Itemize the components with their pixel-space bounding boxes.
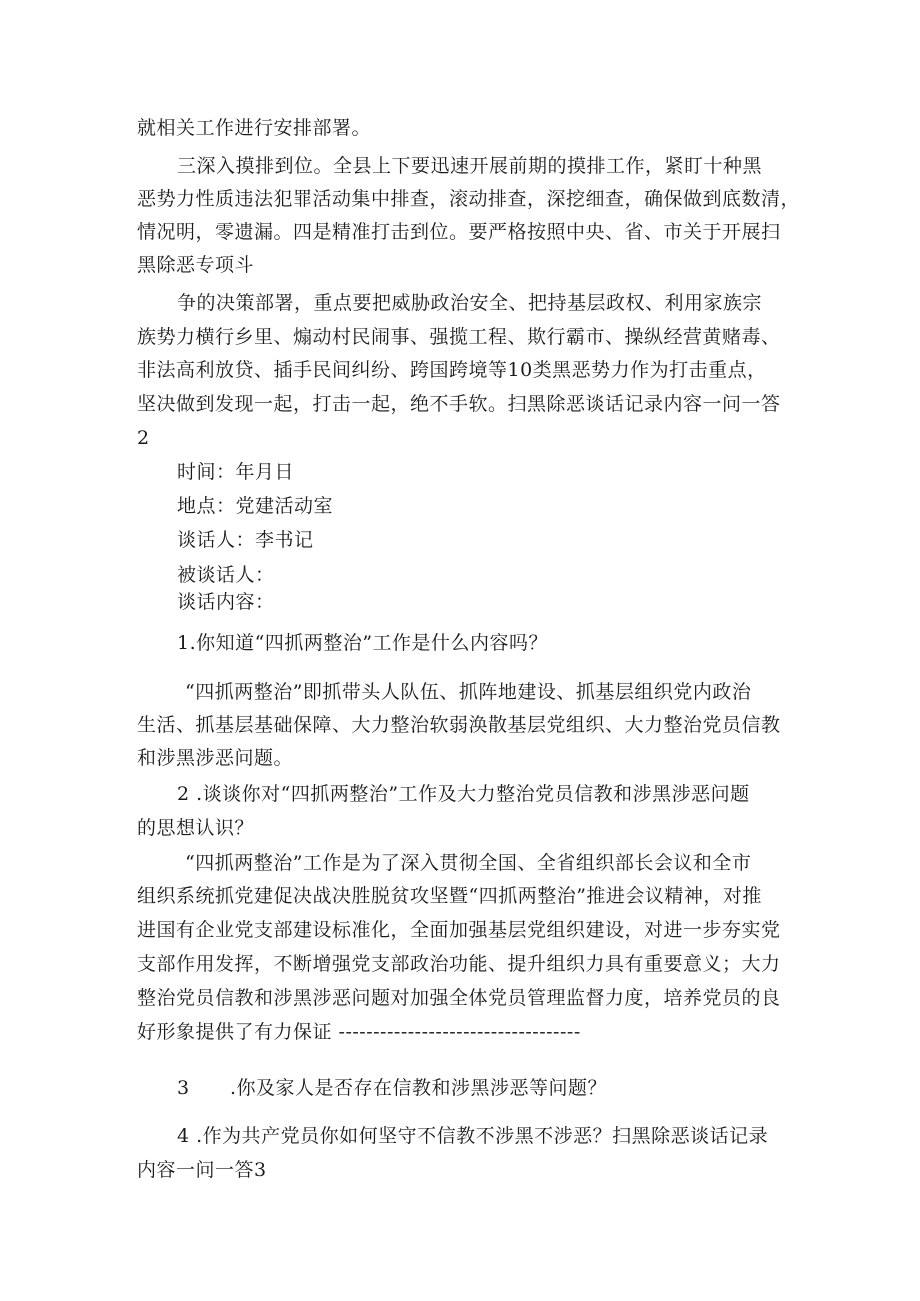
- question-3-number: 3: [177, 1077, 190, 1099]
- meta-interviewee: 被谈话人：: [177, 564, 275, 586]
- paragraph-line: 三深入摸排到位。全县上下要迅速开展前期的摸排工作，紧盯十种黑: [177, 155, 763, 177]
- answer-line: 支部作用发挥，不断增强党支部政治功能、提升组织力具有重要意义；大力: [137, 953, 781, 975]
- question-2: 2 .谈谈你对“四抓两整治”工作及大力整治党员信教和涉黑涉恶问题: [177, 783, 750, 805]
- answer-line: “四抓两整治”工作是为了深入贯彻全国、全省组织部长会议和全市: [185, 852, 752, 874]
- answer-line: 生活、抓基层基础保障、大力整治软弱涣散基层党组织、大力整治党员信教: [137, 714, 781, 736]
- page-number-ref: 2: [137, 427, 150, 449]
- meta-location: 地点：党建活动室: [177, 495, 334, 517]
- paragraph-line: 就相关工作进行安排部署。: [137, 117, 372, 139]
- paragraph-line: 非法高利放贷、插手民间纠纷、跨国跨境等10类黑恶势力作为打击重点，: [137, 359, 767, 381]
- paragraph-line: 族势力横行乡里、煽动村民闹事、强揽工程、欺行霸市、操纵经营黄赌毒、: [137, 326, 781, 348]
- question-2-cont: 的思想认识？: [137, 817, 255, 839]
- answer-line: 整治党员信教和涉黑涉恶问题对加强全体党员管理监督力度，培养党员的良: [137, 987, 781, 1009]
- answer-line: 和涉黑涉恶问题。: [137, 747, 294, 769]
- paragraph-line: 黑除恶专项斗: [137, 254, 255, 276]
- question-3: .你及家人是否存在信教和涉黑涉恶等问题？: [230, 1077, 608, 1099]
- answer-line: 组织系统抓党建促决战决胜脱贫攻坚暨“四抓两整治”推进会议精神，对推: [137, 885, 762, 907]
- answer-line: 好形象提供了有力保证 -----------------------------------: [137, 1021, 581, 1043]
- meta-time: 时间：年月日: [177, 461, 295, 483]
- paragraph-line: 情况明，零遗漏。四是精准打击到位。要严格按照中央、省、市关于开展扫: [137, 221, 781, 243]
- paragraph-line: 争的决策部署，重点要把威胁政治安全、把持基层政权、利用家族宗: [177, 292, 763, 314]
- answer-line: “四抓两整治”即抓带头人队伍、抓阵地建设、抓基层组织党内政治: [185, 681, 752, 703]
- paragraph-line: 恶势力性质违法犯罪活动集中排查，滚动排查，深挖细查，确保做到底数清，: [137, 188, 801, 210]
- question-4: 4 .作为共产党员你如何坚守不信教不涉黑不涉恶？扫黑除恶谈话记录: [177, 1125, 769, 1147]
- answer-line: 进国有企业党支部建设标准化，全面加强基层党组织建设，对进一步夯实党: [137, 919, 781, 941]
- paragraph-line: 坚决做到发现一起，打击一起，绝不手软。扫黑除恶谈话记录内容一问一答: [137, 393, 781, 415]
- meta-interviewer: 谈话人：李书记: [177, 529, 314, 551]
- meta-content: 谈话内容：: [177, 591, 275, 613]
- question-1: 1.你知道“四抓两整治”工作是什么内容吗？: [177, 632, 549, 654]
- question-4-cont: 内容一问一答3: [137, 1159, 267, 1181]
